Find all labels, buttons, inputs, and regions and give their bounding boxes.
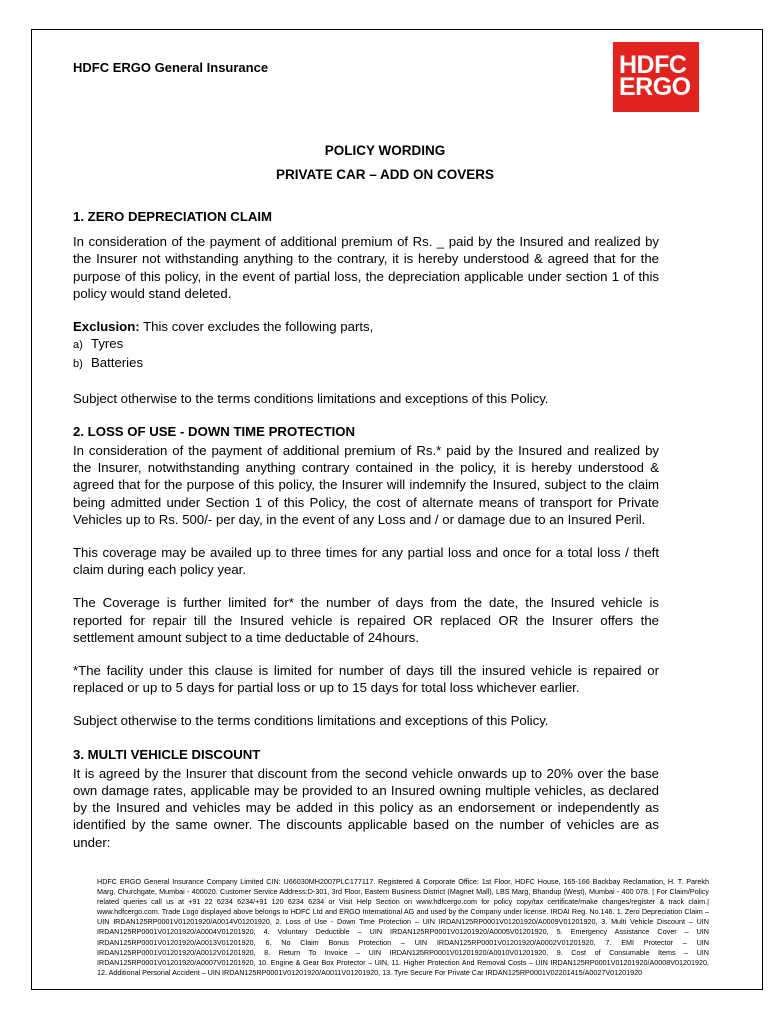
section-2-paragraph-4: *The facility under this clause is limited for number of days till the insured vehicle is repaired or replaced or up to 5 days for partial loss or up to 15 days for total loss whichever earlier. bbox=[73, 663, 659, 696]
list-item-text: Tyres bbox=[91, 336, 124, 352]
document-title: POLICY WORDING bbox=[324, 143, 446, 158]
company-name: HDFC ERGO General Insurance bbox=[73, 60, 269, 75]
list-item-text: Batteries bbox=[91, 355, 144, 371]
section-1-subject: Subject otherwise to the terms conditions limitations and exceptions of this Policy. bbox=[73, 390, 549, 406]
section-2-subject: Subject otherwise to the terms conditions limitations and exceptions of this Policy. bbox=[73, 713, 549, 729]
exclusion-text: This cover excludes the following parts, bbox=[139, 319, 374, 335]
logo-line-1: HDFC bbox=[619, 51, 687, 79]
list-marker: a) bbox=[73, 339, 83, 352]
section-1-paragraph: In consideration of the payment of additional premium of Rs. _ paid by the Insured and realized by the Insurer not withstanding anything to the contrary, it is hereby understood & agreed that for the purpose of this policy, in the event of partial loss, the depreciation applicable under section 1 of this policy would stand deleted. bbox=[73, 234, 659, 301]
list-marker: b) bbox=[73, 358, 83, 371]
section-2-paragraph-1: In consideration of the payment of additional premium of Rs.* paid by the Insured and realized by the Insurer, notwithstanding anything contrary contained in the policy, it is hereby understood & agreed that for the purpose of this policy, the Insurer will indemnify the Insured, subject to the claim being admitted under Section 1 of this Policy, the cost of alternate means of transport for Private Vehicles up to Rs. 500/- per day, in the event of any Loss and / or damage due to an Insured Peril. bbox=[73, 443, 659, 527]
exclusion-item-batteries bbox=[73, 354, 659, 373]
hdfc-ergo-logo bbox=[613, 42, 699, 112]
section-2-heading: 2. LOSS OF USE - DOWN TIME PROTECTION bbox=[73, 423, 356, 439]
section-3-paragraph: It is agreed by the Insurer that discount from the second vehicle onwards up to 20% over the base own damage rates, applicable may be provided to an Insured owning multiple vehicles, as declared by the Insured and vehicles may be added in this policy as an endorsement or independently as identified by the same owner. The discounts applicable based on the number of vehicles are as under: bbox=[73, 765, 659, 850]
section-3-heading: 3. MULTI VEHICLE DISCOUNT bbox=[73, 746, 261, 762]
exclusion-item-tyres bbox=[73, 335, 659, 354]
footer-legal-text: HDFC ERGO General Insurance Company Limited CIN: U66030MH2007PLC177117. Registered & Corporate Office: 1st Floor, HDFC House, 165-166 Backbay Reclamation, H. T. Parekh Marg, Churchgate, Mumbai - 400020. Customer Service Address:D-301, 3rd Floor, Eastern Business District (Magnet Mall), LBS Marg, Bhandup (West), Mumbai - 400 078. | For Claim/Policy related queries call us at +91 22 6234 6234/+91 120 6234 6234 or Visit Help Section on www.hdfcergo.com for policy copy/tax certificate/make changes/register & track claim.| www.hdfcergo.com. Trade Logo displayed above belongs to HDFC Ltd and ERGO International AG and used by the Company under license. IRDAI Reg. No.146. 1. Zero Depreciation Claim – UIN IRDAN125RP0001V01201920/A0014V01201920, 2. Loss of Use - Down Time Protection – UIN IRDAN125RP0001V01201920/A0009V01201920, 3. Multi Vehicle Discount – UIN IRDAN125RP0001V01201920/A0004V01201920, 4. Voluntary Deductible – UIN IRDAN125RP0001V01201920/A0005V01201920, 5. Emergency Assistance Cover – UIN IRDAN125RP0001V01201920/A0013V01201920, 6. No Claim Bonus Protection – UIN IRDAN125RP0001V01201920/A0002V01201920, 7. EMI Protector – UIN IRDAN125RP0001V01201920/A0012V01201920, 8. Return To Invoice – UIN IRDAN125RP0001V01201920/A0010V01201920, 9. Cost of Consumable Items – UIN IRDAN125RP0001V01201920/A0007V01201920, 10. Engine & Gear Box Protector – UIN, 11. Higher Protection And Removal Costs – UIN IRDAN125RP0001V01201920/A0008V01201920, 12. Additional Personal Accident – UIN IRDAN125RP0001V01201920/A0011V01201920, 13. Tyre Secure For Private Car IRDAN125RP0001V02201415/A0027V01201920 bbox=[97, 877, 709, 977]
section-1-heading: 1. ZERO DEPRECIATION CLAIM bbox=[73, 209, 273, 224]
document-subtitle: PRIVATE CAR – ADD ON COVERS bbox=[275, 167, 495, 182]
logo-line-2: ERGO bbox=[619, 73, 691, 101]
policy-content bbox=[73, 208, 659, 851]
exclusion-paragraph bbox=[73, 318, 659, 335]
section-2-paragraph-3: The Coverage is further limited for* the number of days from the date, the Insured vehicle is reported for repair till the Insured vehicle is repaired OR replaced OR the Insurer offers the settlement amount subject to a time deductable of 24hours. bbox=[73, 595, 659, 645]
exclusion-label: Exclusion: bbox=[73, 319, 140, 335]
section-2-paragraph-2: This coverage may be availed up to three times for any partial loss and once for a total loss / theft claim during each policy year. bbox=[73, 545, 659, 578]
